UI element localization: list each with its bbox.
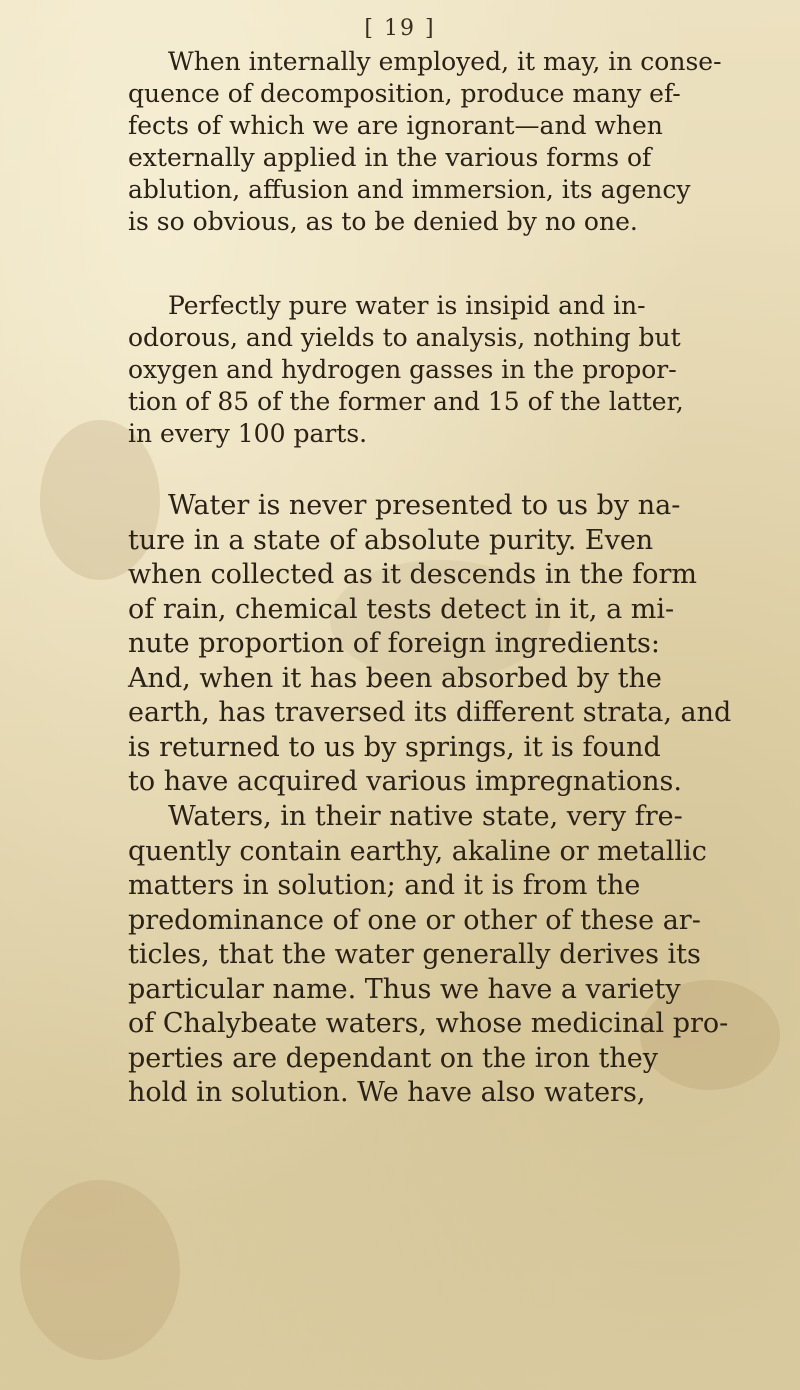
text-line: is returned to us by springs, it is found xyxy=(128,731,661,763)
text-line: And, when it has been absorbed by the xyxy=(128,662,662,694)
text-line: odorous, and yields to analysis, nothing but xyxy=(128,323,681,352)
text-line: is so obvious, as to be denied by no one. xyxy=(128,207,638,236)
text-line: matters in solution; and it is from the xyxy=(128,870,641,901)
text-line: Waters, in their native state, very fre- xyxy=(168,801,683,832)
text-line: of Chalybeate waters, whose medicinal pro- xyxy=(128,1008,729,1039)
text-line: when collected as it descends in the form xyxy=(128,559,697,590)
paragraph xyxy=(128,489,732,800)
text-line: externally applied in the various forms of xyxy=(128,143,652,172)
paragraph xyxy=(128,290,688,450)
text-line: Perfectly pure water is insipid and in- xyxy=(168,291,646,320)
text-line: When internally employed, it may, in conse- xyxy=(168,47,722,76)
text-line: quently contain earthy, akaline or metallic xyxy=(128,835,707,867)
text-line: quence of decomposition, produce many ef- xyxy=(128,79,681,108)
text-line: fects of which we are ignorant—and when xyxy=(128,111,663,140)
text-line: of rain, chemical tests detect in it, a mi- xyxy=(128,593,675,625)
text-line: nute proportion of foreign ingredients: xyxy=(128,628,660,659)
text-line: predominance of one or other of these ar- xyxy=(128,904,701,936)
text-line: ablution, affusion and immersion, its agency xyxy=(128,175,691,204)
text-line: in every 100 parts. xyxy=(128,419,368,448)
text-line: to have acquired various impregnations. xyxy=(128,766,682,797)
text-line: tion of 85 of the former and 15 of the latter, xyxy=(128,387,684,416)
text-line: perties are dependant on the iron they xyxy=(128,1042,659,1074)
text-line: earth, has traversed its different strata, and xyxy=(128,697,732,728)
text-line: oxygen and hydrogen gasses in the propor- xyxy=(128,355,677,384)
paragraph xyxy=(128,46,722,238)
text-line: ture in a state of absolute purity. Even xyxy=(128,524,654,556)
text-line: hold in solution. We have also waters, xyxy=(128,1077,646,1108)
foxing-stain xyxy=(20,1180,180,1360)
page-number: [ 19 ] xyxy=(364,16,436,41)
text-line: Water is never presented to us by na- xyxy=(168,490,681,521)
text-line: ticles, that the water generally derives its xyxy=(128,939,701,970)
text-line: particular name. Thus we have a variety xyxy=(128,973,681,1005)
paragraph xyxy=(128,800,729,1111)
